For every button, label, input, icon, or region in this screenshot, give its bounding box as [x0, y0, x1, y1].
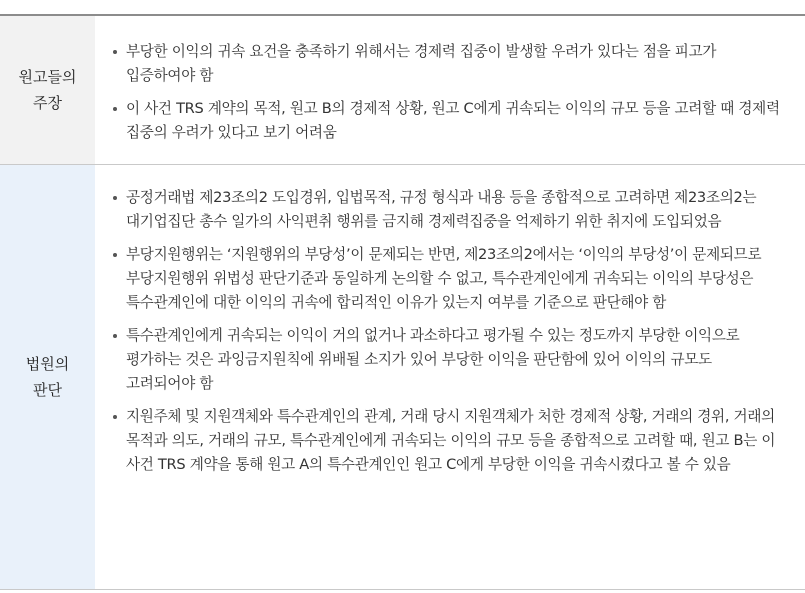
- list-item: 부당지원행위는 ‘지원행위의 부당성’이 문제되는 반면, 제23조의2에서는 ‘이익의 부당성’이 문제되므로 부당지원행위 위법성 판단기준과 동일하게 논의할 수 없고, 특수관계인에게 귀속되는 이익의 부당성은 특수관계인에 대한 이익의 귀속에 합리적인 이유가 있는지 여부를 기준으로 판단해야 함: [113, 243, 785, 315]
- table-row-plaintiff-claims: [0, 14, 805, 165]
- list-item: 특수관계인에게 귀속되는 이익이 거의 없거나 과소하다고 평가될 수 있는 정도까지 부당한 이익으로 평가하는 것은 과잉금지원칙에 위배될 소지가 있어 부당한 이익을 판단함에 있어 이익의 규모도 고려되어야 함: [113, 324, 785, 396]
- row-content-plaintiff-claims: [95, 16, 805, 164]
- list-item: 부당한 이익의 귀속 요건을 충족하기 위해서는 경제력 집중이 발생할 우려가 있다는 점을 피고가 입증하여야 함: [113, 40, 785, 88]
- row-header-label: 법원의 판단: [25, 355, 70, 399]
- row-header-label: 원고들의 주장: [18, 68, 77, 112]
- row-header-plaintiff-claims: [0, 16, 95, 164]
- row-header-court-judgment: [0, 165, 95, 589]
- bullet-list: [113, 186, 785, 477]
- row-content-court-judgment: [95, 165, 805, 589]
- list-item: 공정거래법 제23조의2 도입경위, 입법목적, 규정 형식과 내용 등을 종합적으로 고려하면 제23조의2는 대기업집단 총수 일가의 사익편취 행위를 금지해 경제력집중을 억제하기 위한 취지에 도입되었음: [113, 186, 785, 234]
- list-item: 이 사건 TRS 계약의 목적, 원고 B의 경제적 상황, 원고 C에게 귀속되는 이익의 규모 등을 고려할 때 경제력 집중의 우려가 있다고 보기 어려움: [113, 97, 785, 145]
- list-item: 지원주체 및 지원객체와 특수관계인의 관계, 거래 당시 지원객체가 처한 경제적 상황, 거래의 경위, 거래의 목적과 의도, 거래의 규모, 특수관계인에게 귀속되는 이익의 규모 등을 종합적으로 고려할 때, 원고 B는 이 사건 TRS 계약을 통해 원고 A의 특수관계인인 원고 C에게 부당한 이익을 귀속시켰다고 볼 수 있음: [113, 405, 785, 477]
- bullet-list: [113, 40, 785, 145]
- table-row-court-judgment: [0, 165, 805, 590]
